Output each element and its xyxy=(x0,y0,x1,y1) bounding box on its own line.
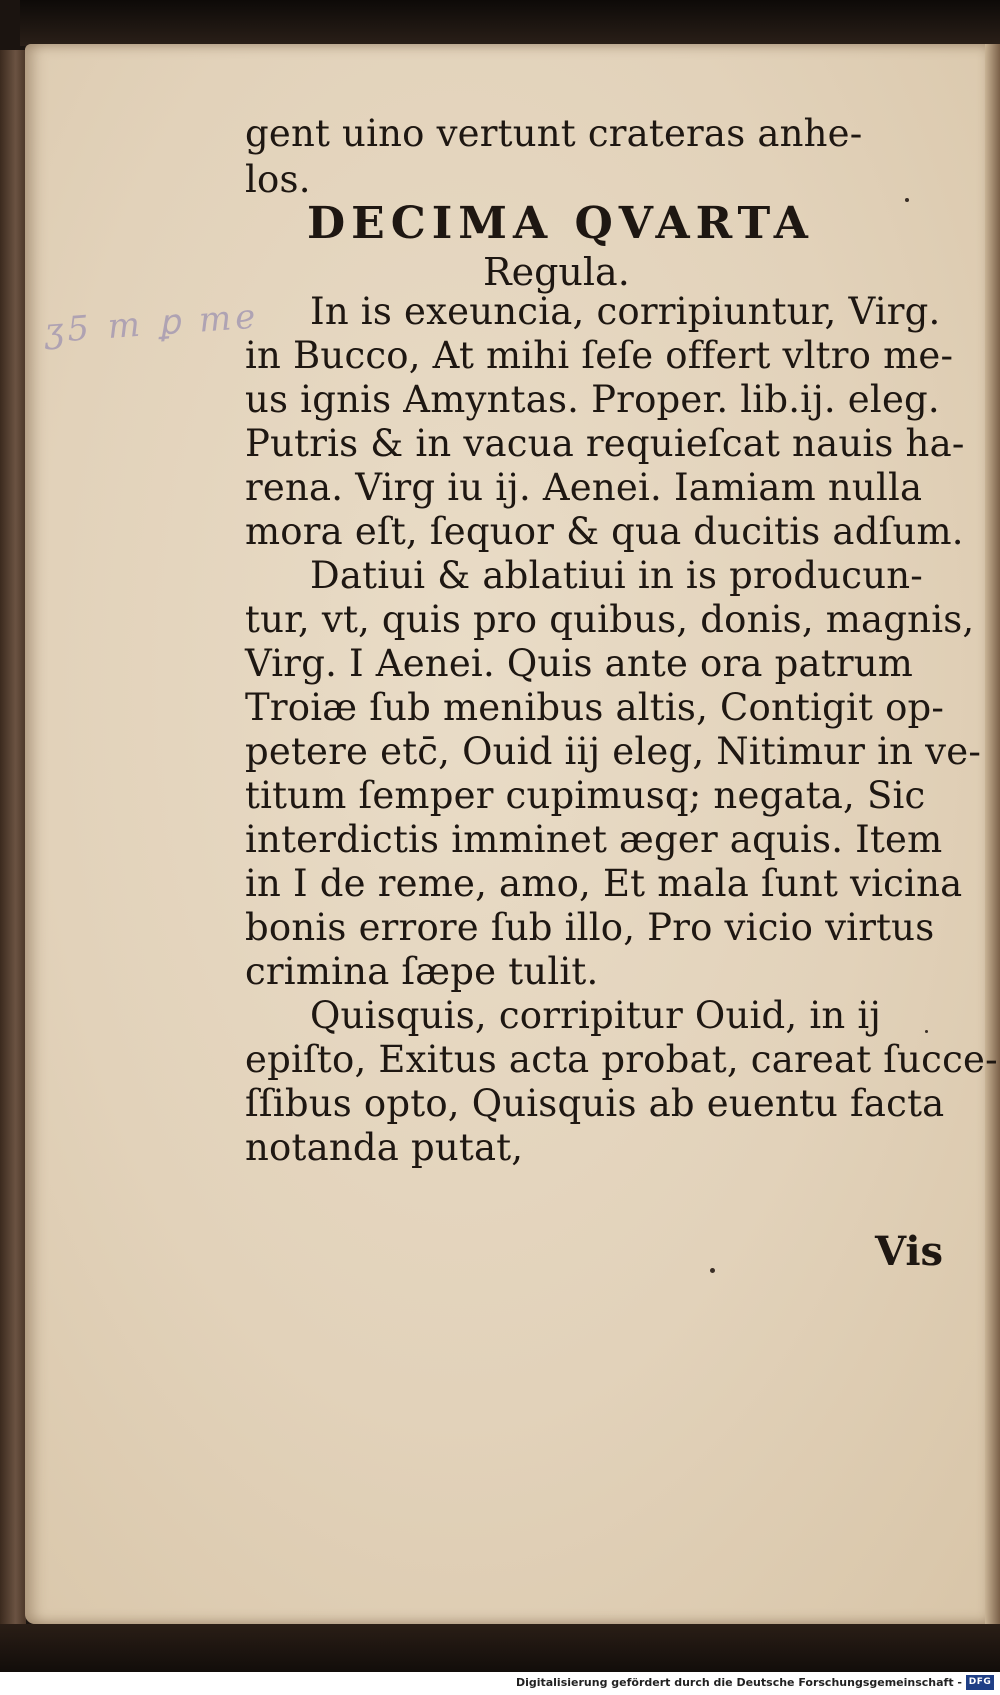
text-line: titum ſemper cupimusq; negata, Sic xyxy=(245,774,926,817)
section-subheading: Regula. xyxy=(483,250,630,294)
section-heading: DECIMA QVARTA xyxy=(307,198,814,249)
text-line: In is exeuncia, corripiuntur, Virg. xyxy=(310,290,941,333)
ink-speck xyxy=(905,198,909,202)
text-line: ſſibus opto, Quisquis ab euentu facta xyxy=(245,1082,945,1125)
text-line: in I de reme, amo, Et mala ſunt vicina xyxy=(245,862,963,905)
text-line: bonis errore ſub illo, Pro vicio virtus xyxy=(245,906,935,949)
text-line: rena. Virg iu ij. Aenei. Iamiam nulla xyxy=(245,466,923,509)
text-line: Quisquis, corripitur Ouid, in ij xyxy=(310,994,882,1037)
text-line: Putris & in vacua requieſcat nauis ha- xyxy=(245,422,965,465)
catchword: Vis xyxy=(875,1228,944,1275)
page-fore-edge xyxy=(985,44,1000,1624)
text-line: Troiæ ſub menibus altis, Contigit op- xyxy=(245,686,945,729)
ink-speck xyxy=(710,1268,715,1273)
text-line: petere etc̄, Ouid iij eleg, Nitimur in ve- xyxy=(245,730,982,773)
text-line: tur, vt, quis pro quibus, donis, magnis, xyxy=(245,598,975,641)
text-line: Virg. I Aenei. Quis ante ora patrum xyxy=(245,642,914,685)
digitization-credit: Digitalisierung gefördert durch die Deutsche Forschungsgemeinschaft - xyxy=(515,1676,962,1689)
text-line: los. xyxy=(245,158,311,201)
text-line: us ignis Amyntas. Proper. lib.ij. eleg. xyxy=(245,378,940,421)
handwritten-margin-note: ʒ5 m ꝑ me xyxy=(42,296,261,352)
book-bottom-edge xyxy=(0,1624,1000,1672)
text-line: notanda putat, xyxy=(245,1126,524,1169)
dfg-logo: DFG xyxy=(966,1675,994,1690)
text-line: crimina ſæpe tulit. xyxy=(245,950,599,993)
book-spine-edge xyxy=(0,50,26,1625)
ink-speck xyxy=(925,1030,928,1033)
text-line: in Bucco, At mihi ſeſe offert vltro me- xyxy=(245,334,954,377)
text-line: Datiui & ablatiui in is producun- xyxy=(310,554,923,597)
text-line: interdictis imminet æger aquis. Item xyxy=(245,818,943,861)
book-top-edge xyxy=(20,0,1000,46)
text-line: mora eſt, ſequor & qua ducitis adſum. xyxy=(245,510,964,553)
text-line: epiſto, Exitus acta probat, careat ſucce- xyxy=(245,1038,998,1081)
text-line: gent uino vertunt crateras anhe- xyxy=(245,112,863,155)
